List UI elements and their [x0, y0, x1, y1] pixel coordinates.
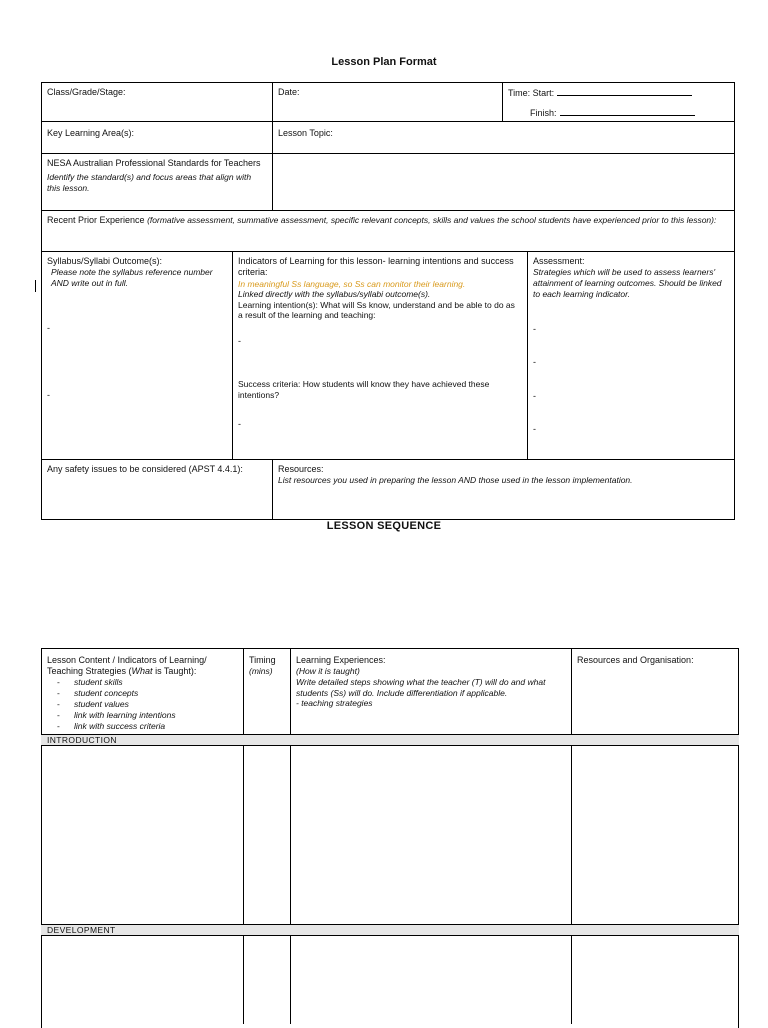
- assessment-dash-3: -: [533, 391, 536, 401]
- assessment-dash-2: -: [533, 357, 536, 367]
- nesa-standards-label: NESA Australian Professional Standards for Teachers: [47, 158, 261, 168]
- indicators-hint-meaningful: In meaningful Ss language, so Ss can monitor their learning.: [238, 278, 466, 289]
- lesson-sequence-title: LESSON SEQUENCE: [326, 520, 442, 532]
- syllabus-dash-2: -: [47, 390, 50, 400]
- indicators-of-learning-cell[interactable]: [232, 251, 527, 459]
- learning-experiences-header: [290, 648, 571, 712]
- syllabus-outcomes-cell[interactable]: [41, 251, 232, 459]
- assessment-hint: Strategies which will be used to assess learners' attainment of learning outcomes. Should be linked to each learning indicator.: [533, 267, 722, 299]
- date-cell[interactable]: [272, 82, 502, 101]
- dev-content-cell[interactable]: [41, 936, 243, 1024]
- success-dash: -: [238, 419, 241, 429]
- nesa-standards-hint: Identify the standard(s) and focus areas that align with this lesson.: [47, 172, 252, 193]
- indicators-label: Indicators of Learning for this lesson- learning intentions and success criteria:: [238, 256, 514, 278]
- time-cell[interactable]: [502, 82, 735, 123]
- safety-issues-label: Any safety issues to be considered (APST 4.4.1):: [47, 464, 243, 474]
- resources-label: Resources:: [278, 464, 324, 474]
- learning-experiences-how: (How it is taught): [296, 666, 360, 677]
- class-grade-stage-cell[interactable]: [41, 82, 272, 101]
- intro-timing-cell[interactable]: [243, 746, 290, 924]
- syllabus-dash-1: -: [47, 323, 50, 333]
- prior-experience-label: Recent Prior Experience: [47, 215, 145, 225]
- assessment-cell[interactable]: [527, 251, 735, 459]
- dev-resources-cell[interactable]: [571, 936, 739, 1024]
- timing-header: [243, 648, 290, 680]
- syllabus-outcomes-label: Syllabus/Syllabi Outcome(s):: [47, 256, 163, 266]
- nesa-standards-input-cell[interactable]: [272, 153, 735, 210]
- page-title: Lesson Plan Format: [331, 56, 437, 68]
- intentions-dash: -: [238, 336, 241, 346]
- resources-organisation-header: [571, 648, 739, 669]
- key-learning-area-cell[interactable]: [41, 121, 272, 142]
- dev-timing-cell[interactable]: [243, 936, 290, 1024]
- lesson-topic-label: Lesson Topic:: [278, 128, 333, 138]
- lesson-content-list: [47, 677, 237, 732]
- list-item: - student values: [57, 699, 237, 710]
- list-item: - link with success criteria: [57, 721, 237, 732]
- lesson-content-header: [41, 648, 243, 735]
- intro-resources-cell[interactable]: [571, 746, 739, 924]
- safety-issues-cell[interactable]: [41, 459, 272, 478]
- dev-experiences-cell[interactable]: [290, 936, 571, 1024]
- lesson-content-label: Lesson Content / Indicators of Learning/ Teaching Strategies (What is Taught):: [47, 655, 207, 676]
- prior-experience-cell[interactable]: [41, 210, 735, 229]
- time-finish-label: Finish:: [530, 108, 557, 119]
- success-criteria-label: Success criteria: How students will know they have achieved these intentions?: [238, 379, 490, 400]
- indicators-hint-linked: Linked directly with the syllabus/syllabi outcome(s).: [238, 289, 431, 300]
- date-label: Date:: [278, 87, 300, 97]
- text-cursor: [35, 280, 36, 292]
- time-start-line[interactable]: [557, 87, 692, 96]
- nesa-standards-cell[interactable]: [41, 153, 272, 197]
- syllabus-outcomes-hint: Please note the syllabus reference number AND write out in full.: [51, 267, 213, 288]
- timing-label: Timing: [249, 655, 276, 665]
- lesson-topic-cell[interactable]: [272, 121, 735, 142]
- intro-content-cell[interactable]: [41, 746, 243, 924]
- resources-organisation-label: Resources and Organisation:: [577, 655, 694, 665]
- introduction-section-bar: INTRODUCTION: [41, 734, 739, 746]
- learning-experiences-strategies: - teaching strategies: [296, 698, 373, 709]
- time-finish-line[interactable]: [560, 107, 695, 116]
- timing-hint: (mins): [249, 666, 273, 677]
- resources-cell[interactable]: [272, 459, 735, 489]
- assessment-dash-4: -: [533, 424, 536, 434]
- learning-experiences-hint: Write detailed steps showing what the teacher (T) will do and what students (Ss) will do. Include differentiation if applicable.: [296, 676, 546, 698]
- prior-experience-hint: (formative assessment, summative assessment, specific relevant concepts, skills and values the school students have experienced prior to this lesson):: [147, 215, 717, 225]
- list-item: - link with learning intentions: [57, 710, 237, 721]
- assessment-label: Assessment:: [533, 256, 585, 266]
- list-item: - student concepts: [57, 688, 237, 699]
- key-learning-area-label: Key Learning Area(s):: [47, 128, 135, 138]
- resources-hint: List resources you used in preparing the lesson AND those used in the lesson implementation.: [278, 475, 633, 486]
- learning-experiences-label: Learning Experiences:: [296, 655, 386, 665]
- intro-experiences-cell[interactable]: [290, 746, 571, 924]
- learning-intentions-label: Learning intention(s): What will Ss know, understand and be able to do as a result of the learning and teaching:: [238, 299, 515, 321]
- assessment-dash-1: -: [533, 324, 536, 334]
- list-item: - student skills: [57, 677, 237, 688]
- class-grade-stage-label: Class/Grade/Stage:: [47, 87, 126, 97]
- time-start-label: Time: Start:: [508, 88, 555, 98]
- development-section-bar: DEVELOPMENT: [41, 924, 739, 936]
